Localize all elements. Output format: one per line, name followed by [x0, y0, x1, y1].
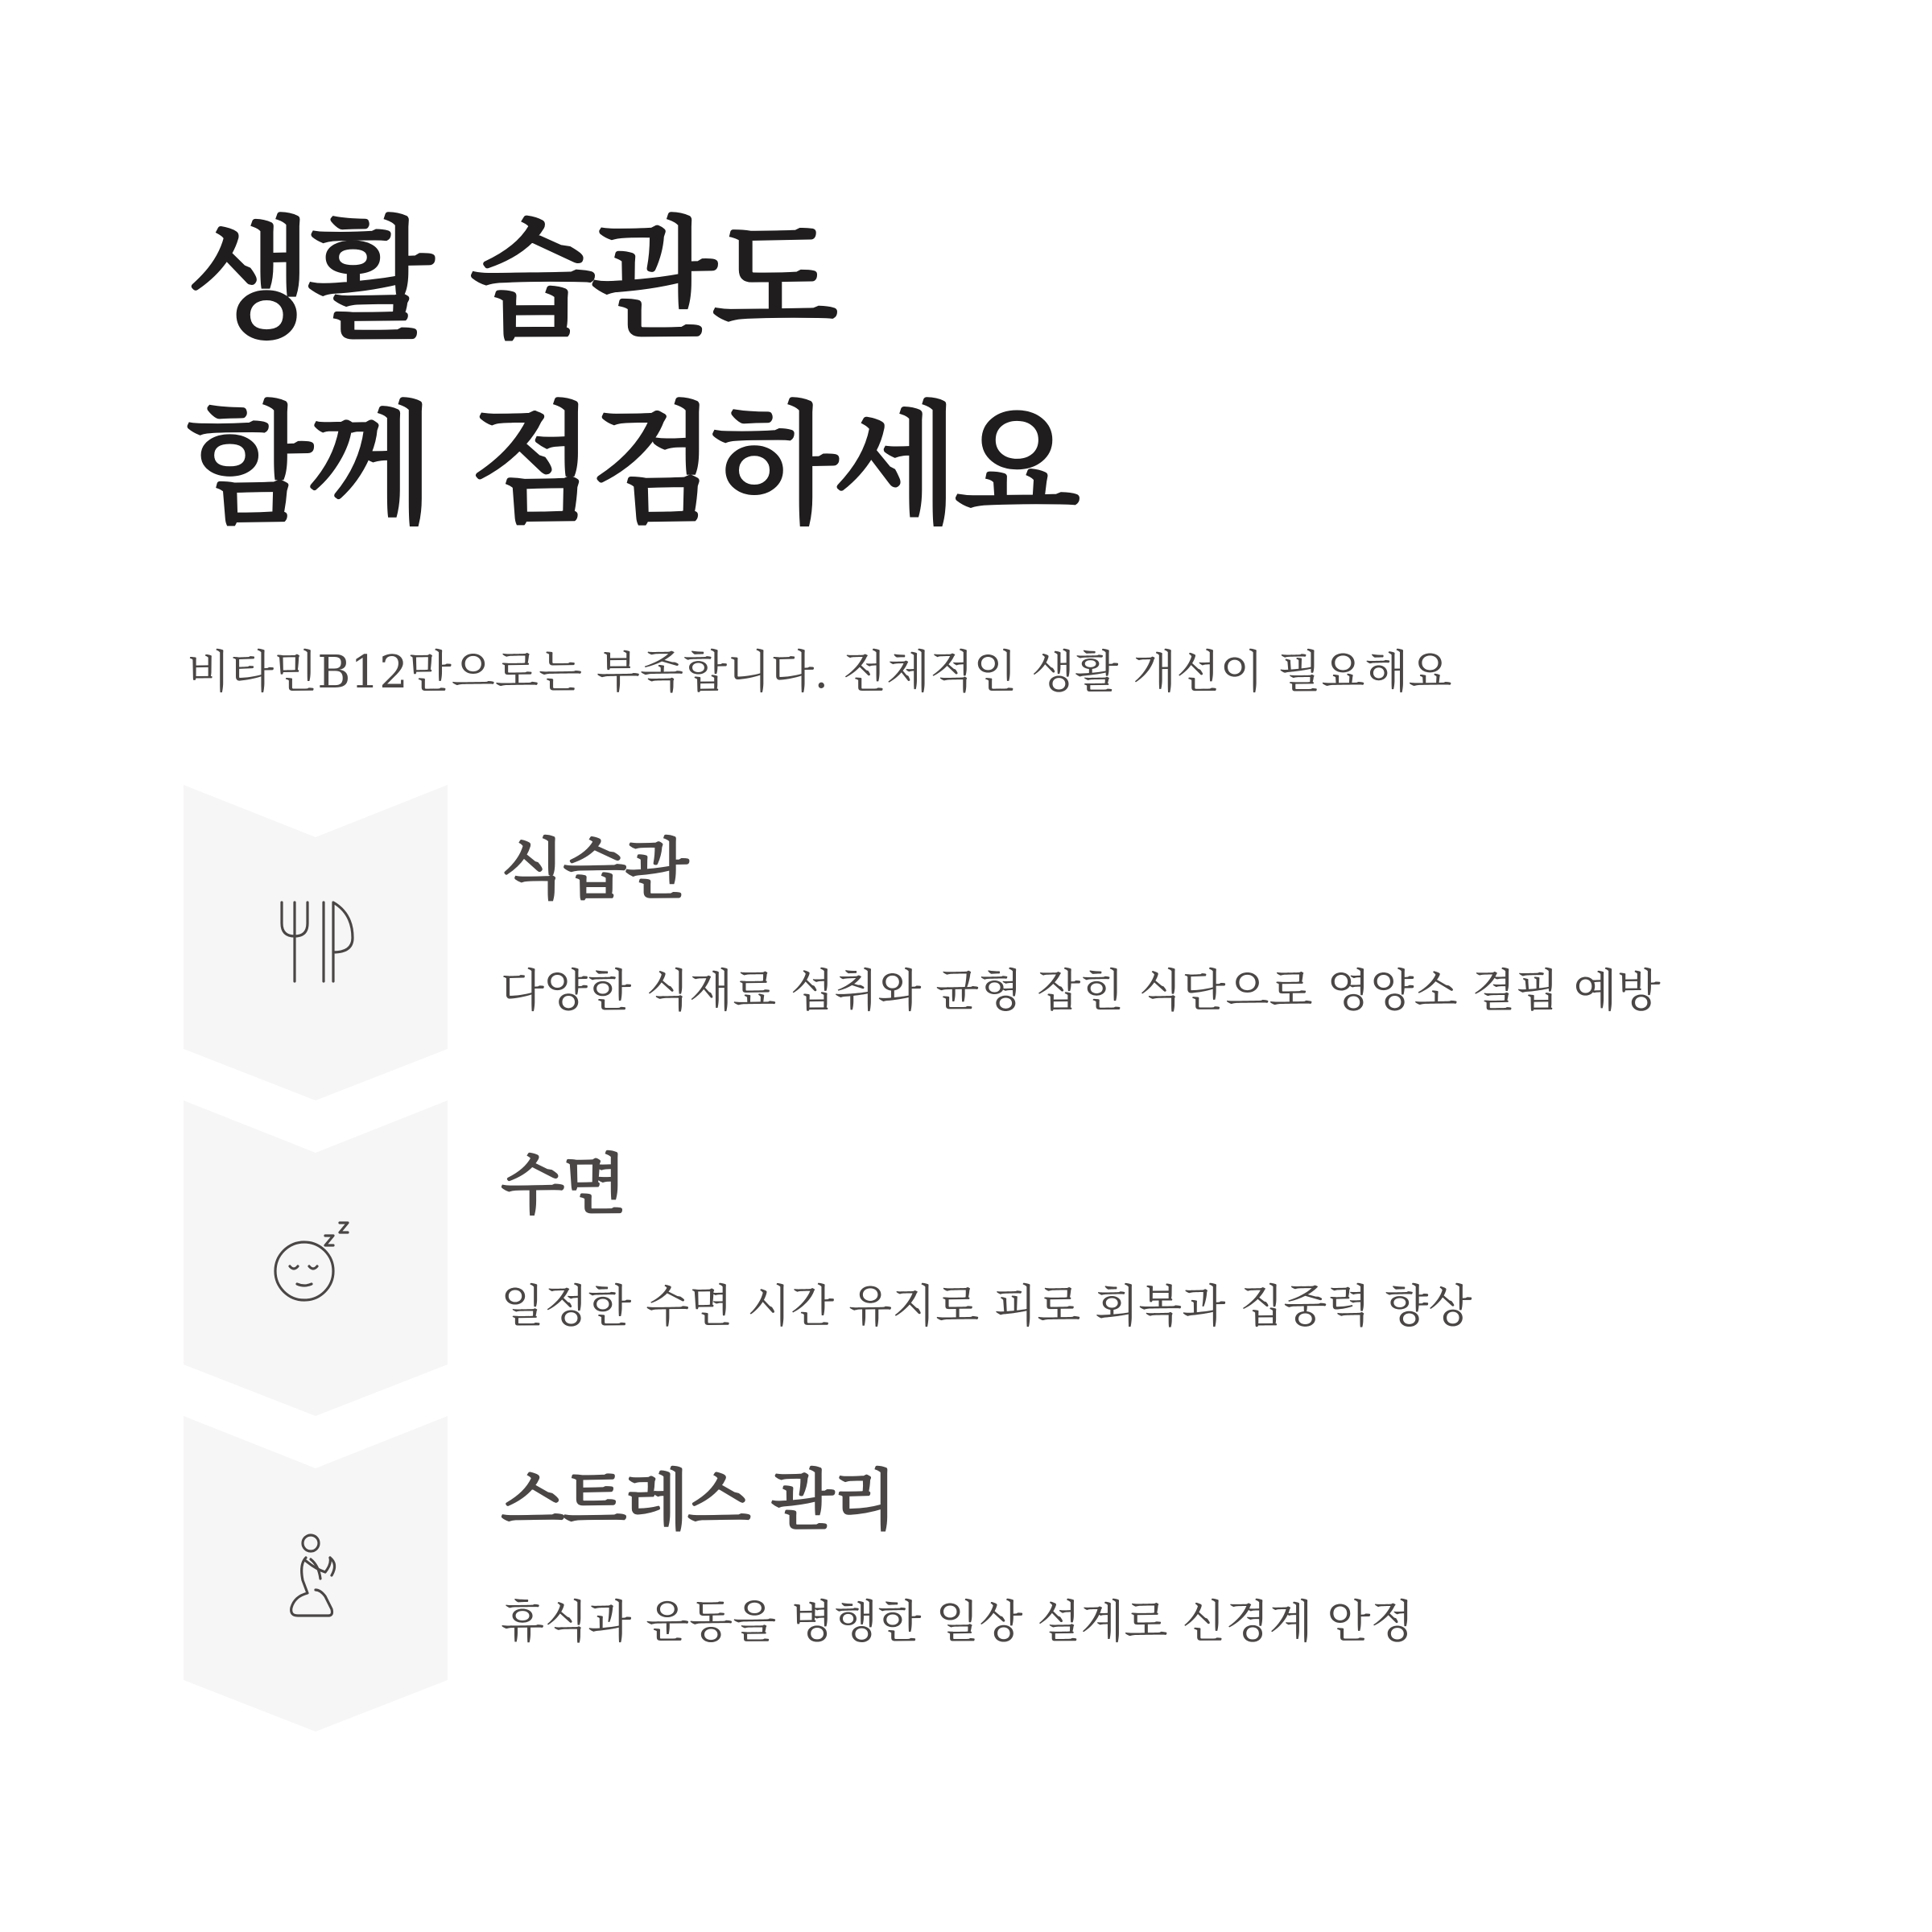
- item-title-diet: 식습관: [501, 832, 687, 908]
- item-title-stress: 스트레스 관리: [501, 1463, 895, 1539]
- item-description-stress: 휴식과 운동을 병행한 일상 설계로 신경계 안정: [501, 1596, 1414, 1649]
- page-title-line-2: 함께 점검하세요: [187, 390, 1075, 542]
- kneeling-person-icon: [184, 1532, 448, 1622]
- fork-knife-icon: [184, 899, 448, 983]
- chevron-step-3: [184, 1416, 448, 1732]
- chevron-step-1: [184, 785, 448, 1100]
- item-description-diet: 다양한 식재료 섭취와 균형 잡힌 식단으로 영양소 결핍 예방: [501, 965, 1661, 1018]
- page-title-line-1: 생활 습관도: [187, 205, 833, 357]
- subtitle: 비타민B12만으로는 부족합니다. 전체적인 생활 개선이 필요해요: [187, 646, 1452, 699]
- item-title-sleep: 수면: [501, 1147, 625, 1224]
- chevron-step-2: [184, 1100, 448, 1416]
- sleeping-face-icon: [184, 1220, 448, 1303]
- item-description-sleep: 일정한 수면 시간 유지로 피로 회복과 집중력 향상: [501, 1281, 1472, 1333]
